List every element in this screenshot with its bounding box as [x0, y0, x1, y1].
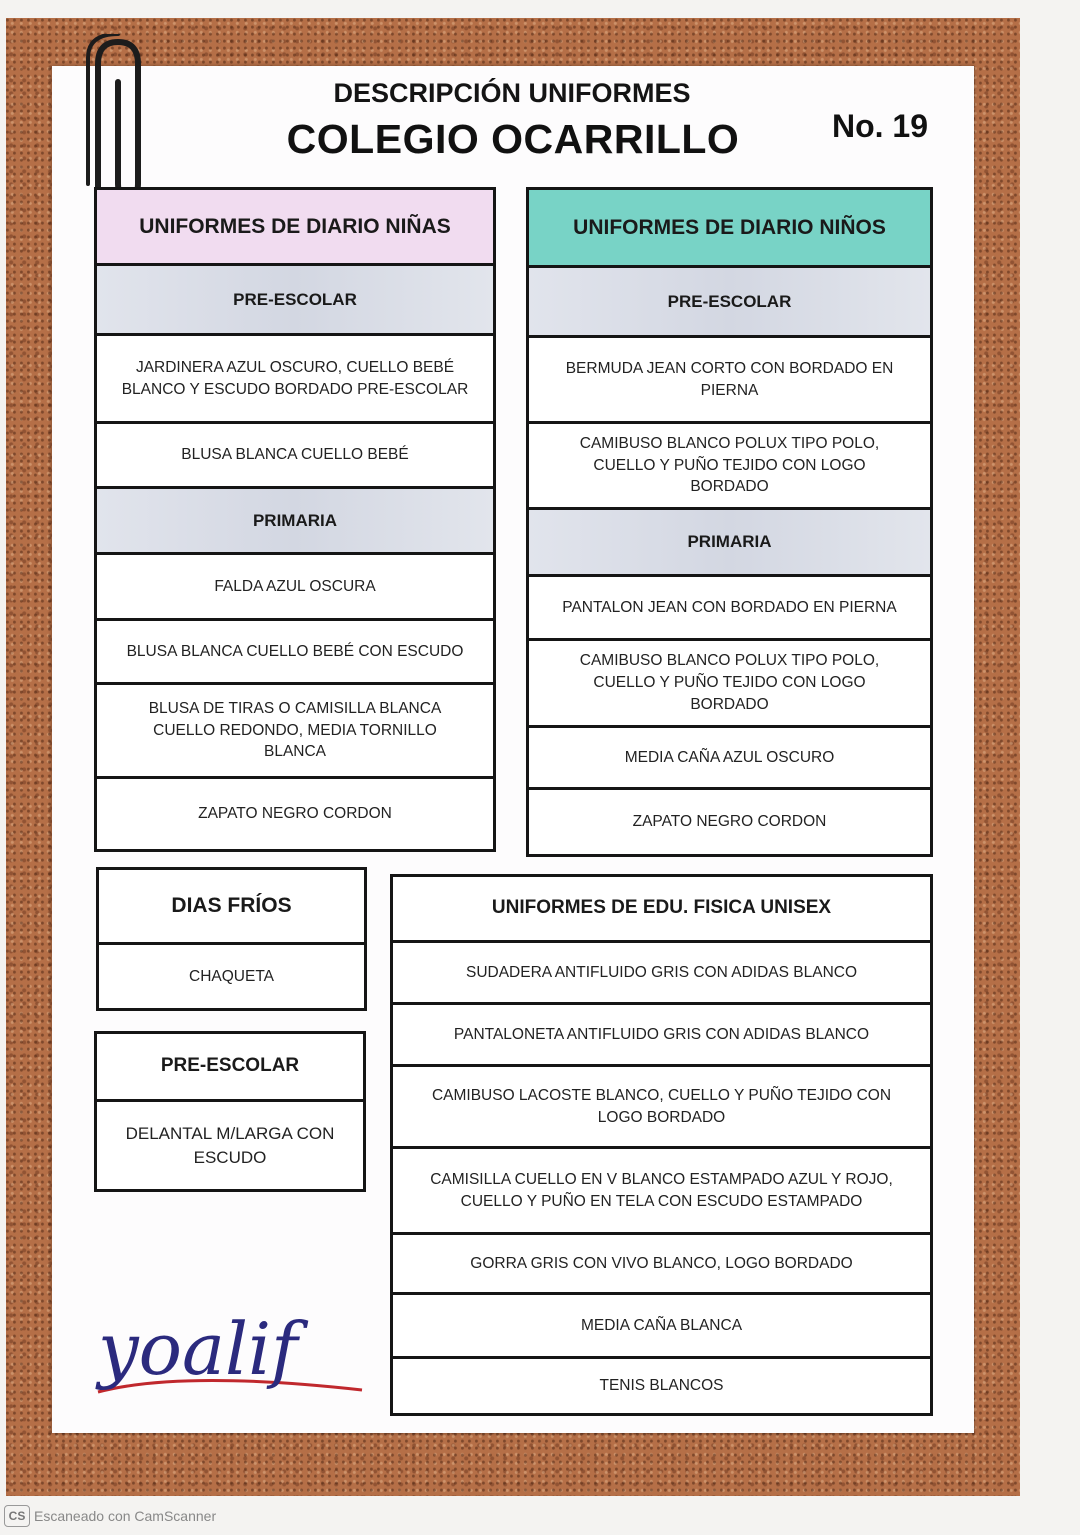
school-name: COLEGIO OCARRILLO [286, 116, 740, 162]
preescolar-apron-title: PRE-ESCOLAR [97, 1034, 363, 1102]
table-row: ZAPATO NEGRO CORDON [198, 805, 392, 823]
boys-uniform-table [526, 187, 933, 857]
pe-table-title: UNIFORMES DE EDU. FISICA UNISEX [393, 877, 930, 943]
scanner-watermark [4, 1505, 216, 1527]
cold-days-title: DIAS FRÍOS [99, 870, 364, 945]
table-row: FALDA AZUL OSCURA [97, 555, 493, 621]
table-row: PANTALON JEAN CON BORDADO EN PIERNA [529, 577, 930, 641]
table-row: ZAPATO NEGRO CORDON [632, 813, 827, 831]
girls-uniform-table [94, 187, 496, 852]
table-row: CAMISILLA CUELLO EN V BLANCO ESTAMPADO AZUL Y ROJO, CUELLO Y PUÑO EN TELA CON ESCUDO ESTAMPADO [393, 1149, 930, 1235]
yoalif-logo [92, 1300, 372, 1410]
paperclip-icon [78, 34, 152, 204]
table-row: TENIS BLANCOS [599, 1377, 724, 1395]
cold-days-table [96, 867, 367, 1011]
girls-primaria-header: PRIMARIA [97, 489, 493, 555]
boys-preescolar-header: PRE-ESCOLAR [529, 268, 930, 338]
boys-table-title: UNIFORMES DE DIARIO NIÑOS [529, 190, 930, 268]
girls-preescolar-header: PRE-ESCOLAR [97, 266, 493, 336]
table-row: CAMIBUSO LACOSTE BLANCO, CUELLO Y PUÑO TEJIDO CON LOGO BORDADO [393, 1067, 930, 1149]
table-row: BLUSA BLANCA CUELLO BEBÉ [97, 424, 493, 489]
table-row: SUDADERA ANTIFLUIDO GRIS CON ADIDAS BLANCO [393, 943, 930, 1005]
boys-primaria-header: PRIMARIA [529, 510, 930, 577]
table-row: JARDINERA AZUL OSCURO, CUELLO BEBÉ BLANCO Y ESCUDO BORDADO PRE-ESCOLAR [97, 336, 493, 424]
girls-table-title: UNIFORMES DE DIARIO NIÑAS [97, 190, 493, 266]
table-row: BLUSA DE TIRAS O CAMISILLA BLANCA CUELLO REDONDO, MEDIA TORNILLO BLANCA [97, 685, 493, 779]
document-subtitle: DESCRIPCIÓN UNIFORMES [333, 78, 691, 108]
table-row: GORRA GRIS CON VIVO BLANCO, LOGO BORDADO [393, 1235, 930, 1295]
table-row: MEDIA CAÑA AZUL OSCURO [529, 728, 930, 790]
logo-text: yoalif [98, 1307, 298, 1391]
document-number: No. 19 [831, 108, 929, 144]
watermark-text: Escaneado con CamScanner [34, 1508, 217, 1524]
table-row: MEDIA CAÑA BLANCA [393, 1295, 930, 1359]
table-row: CAMIBUSO BLANCO POLUX TIPO POLO, CUELLO Y PUÑO TEJIDO CON LOGO BORDADO [529, 424, 930, 510]
table-row: BLUSA BLANCA CUELLO BEBÉ CON ESCUDO [97, 621, 493, 685]
table-row: BERMUDA JEAN CORTO CON BORDADO EN PIERNA [529, 338, 930, 424]
preescolar-apron-table [94, 1031, 366, 1192]
table-row: CAMIBUSO BLANCO POLUX TIPO POLO, CUELLO Y PUÑO TEJIDO CON LOGO BORDADO [529, 641, 930, 728]
camscanner-icon: CS [4, 1505, 30, 1527]
table-row: DELANTAL M/LARGA CON ESCUDO [125, 1123, 335, 1167]
pe-uniform-table [390, 874, 933, 1416]
table-row: PANTALONETA ANTIFLUIDO GRIS CON ADIDAS BLANCO [393, 1005, 930, 1067]
table-row: CHAQUETA [189, 967, 274, 985]
